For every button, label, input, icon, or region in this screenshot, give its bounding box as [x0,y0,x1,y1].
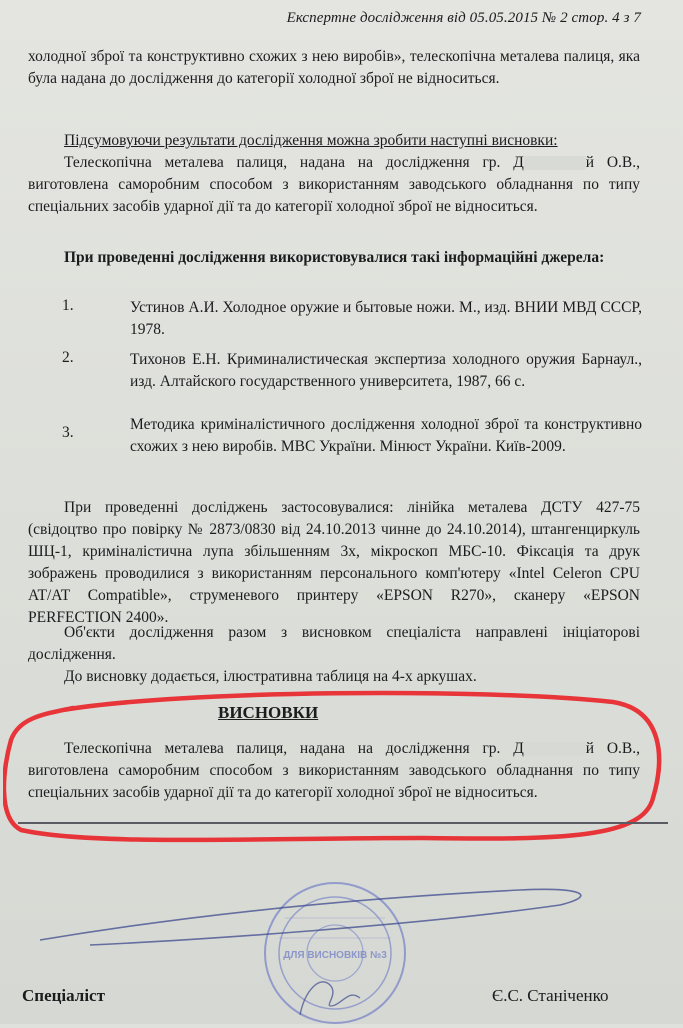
summary-text-start: Телескопічна металева палиця, надана на дослідження гр. Д [64,154,524,171]
source-number: 1. [62,297,74,314]
conclusions-title: ВИСНОВКИ [218,703,319,722]
source-item: Тихонов Е.Н. Криминалистическая экспертиза холодного оружия Барнаул., изд. Алтайского государственного университета, 1987, 66 с. [130,351,642,390]
summary-paragraph [28,152,640,218]
objects-paragraph: Об'єкти дослідження разом з висновком спеціаліста направлені ініціаторові дослідження. [28,624,640,663]
summary-heading: Підсумовуючи результати дослідження можна зробити наступні висновки: [64,132,558,149]
conclusions-text-end: й О.В., виготовлена саморобним способом з використанням заводського обладнання по типу спеціальних засобів ударної дії та до категорії холодної зброї не відноситься. [28,740,641,801]
source-item: Устинов А.И. Холодное оружие и бытовые ножи. М., изд. ВНИИ МВД СССР, 1978. [130,299,642,338]
intro-paragraph: холодної зброї та конструктивно схожих з нею виробів», телескопічна металева палиця, яка була надана до дослідження до категорії холодної зброї не відноситься. [28,48,640,87]
redaction [524,156,586,170]
source-item: Методика криміналістичного дослідження холодної зброї та конструктивно схожих з нею виробів. МВС України. Мінюст України. Київ-2009. [130,416,642,455]
conclusions-text-start: Телескопічна металева палиця, надана на дослідження гр. Д [64,740,524,757]
signer-name: Є.С. Станіченко [492,986,609,1005]
stamp-icon [255,878,415,1028]
summary-text-end: й О.В., виготовлена саморобним способом з використанням заводського обладнання по типу спеціальних засобів ударної дії та до категорії холодної зброї не відноситься. [28,154,641,215]
stamp-text: ДЛЯ ВИСНОВКІВ №3 [283,950,387,961]
tools-paragraph: При проведенні досліджень застосовувалися: лінійка металева ДСТУ 427-75 (свідоцтво про повірку № 2873/0830 від 24.10.2013 чинне до 24.10.2014), штангенциркуль ШЦ-1, криміналістична лупа збільшенням 3х, мікроскоп МБС-10. Фіксація та друк зображень проводилися з використанням персонального комп'ютеру «Intel Celeron CPU AT/AT Compatible», струменевого принтеру «EPSON R270», сканеру «EPSON PERFECTION 2400». [28,499,640,626]
sources-heading: При проведенні дослідження використовувалися такі інформаційні джерела: [64,249,605,266]
conclusions-paragraph [28,738,640,804]
attachment-paragraph: До висновку додається, ілюстративна таблиця на 4-х аркушах. [64,668,477,685]
divider-line [18,822,668,824]
signer-label: Спеціаліст [22,986,105,1005]
source-number: 2. [62,349,74,366]
source-number: 3. [62,424,74,441]
redaction [524,742,586,756]
page-header: Експертне дослідження від 05.05.2015 № 2 стор. 4 з 7 [286,10,641,26]
